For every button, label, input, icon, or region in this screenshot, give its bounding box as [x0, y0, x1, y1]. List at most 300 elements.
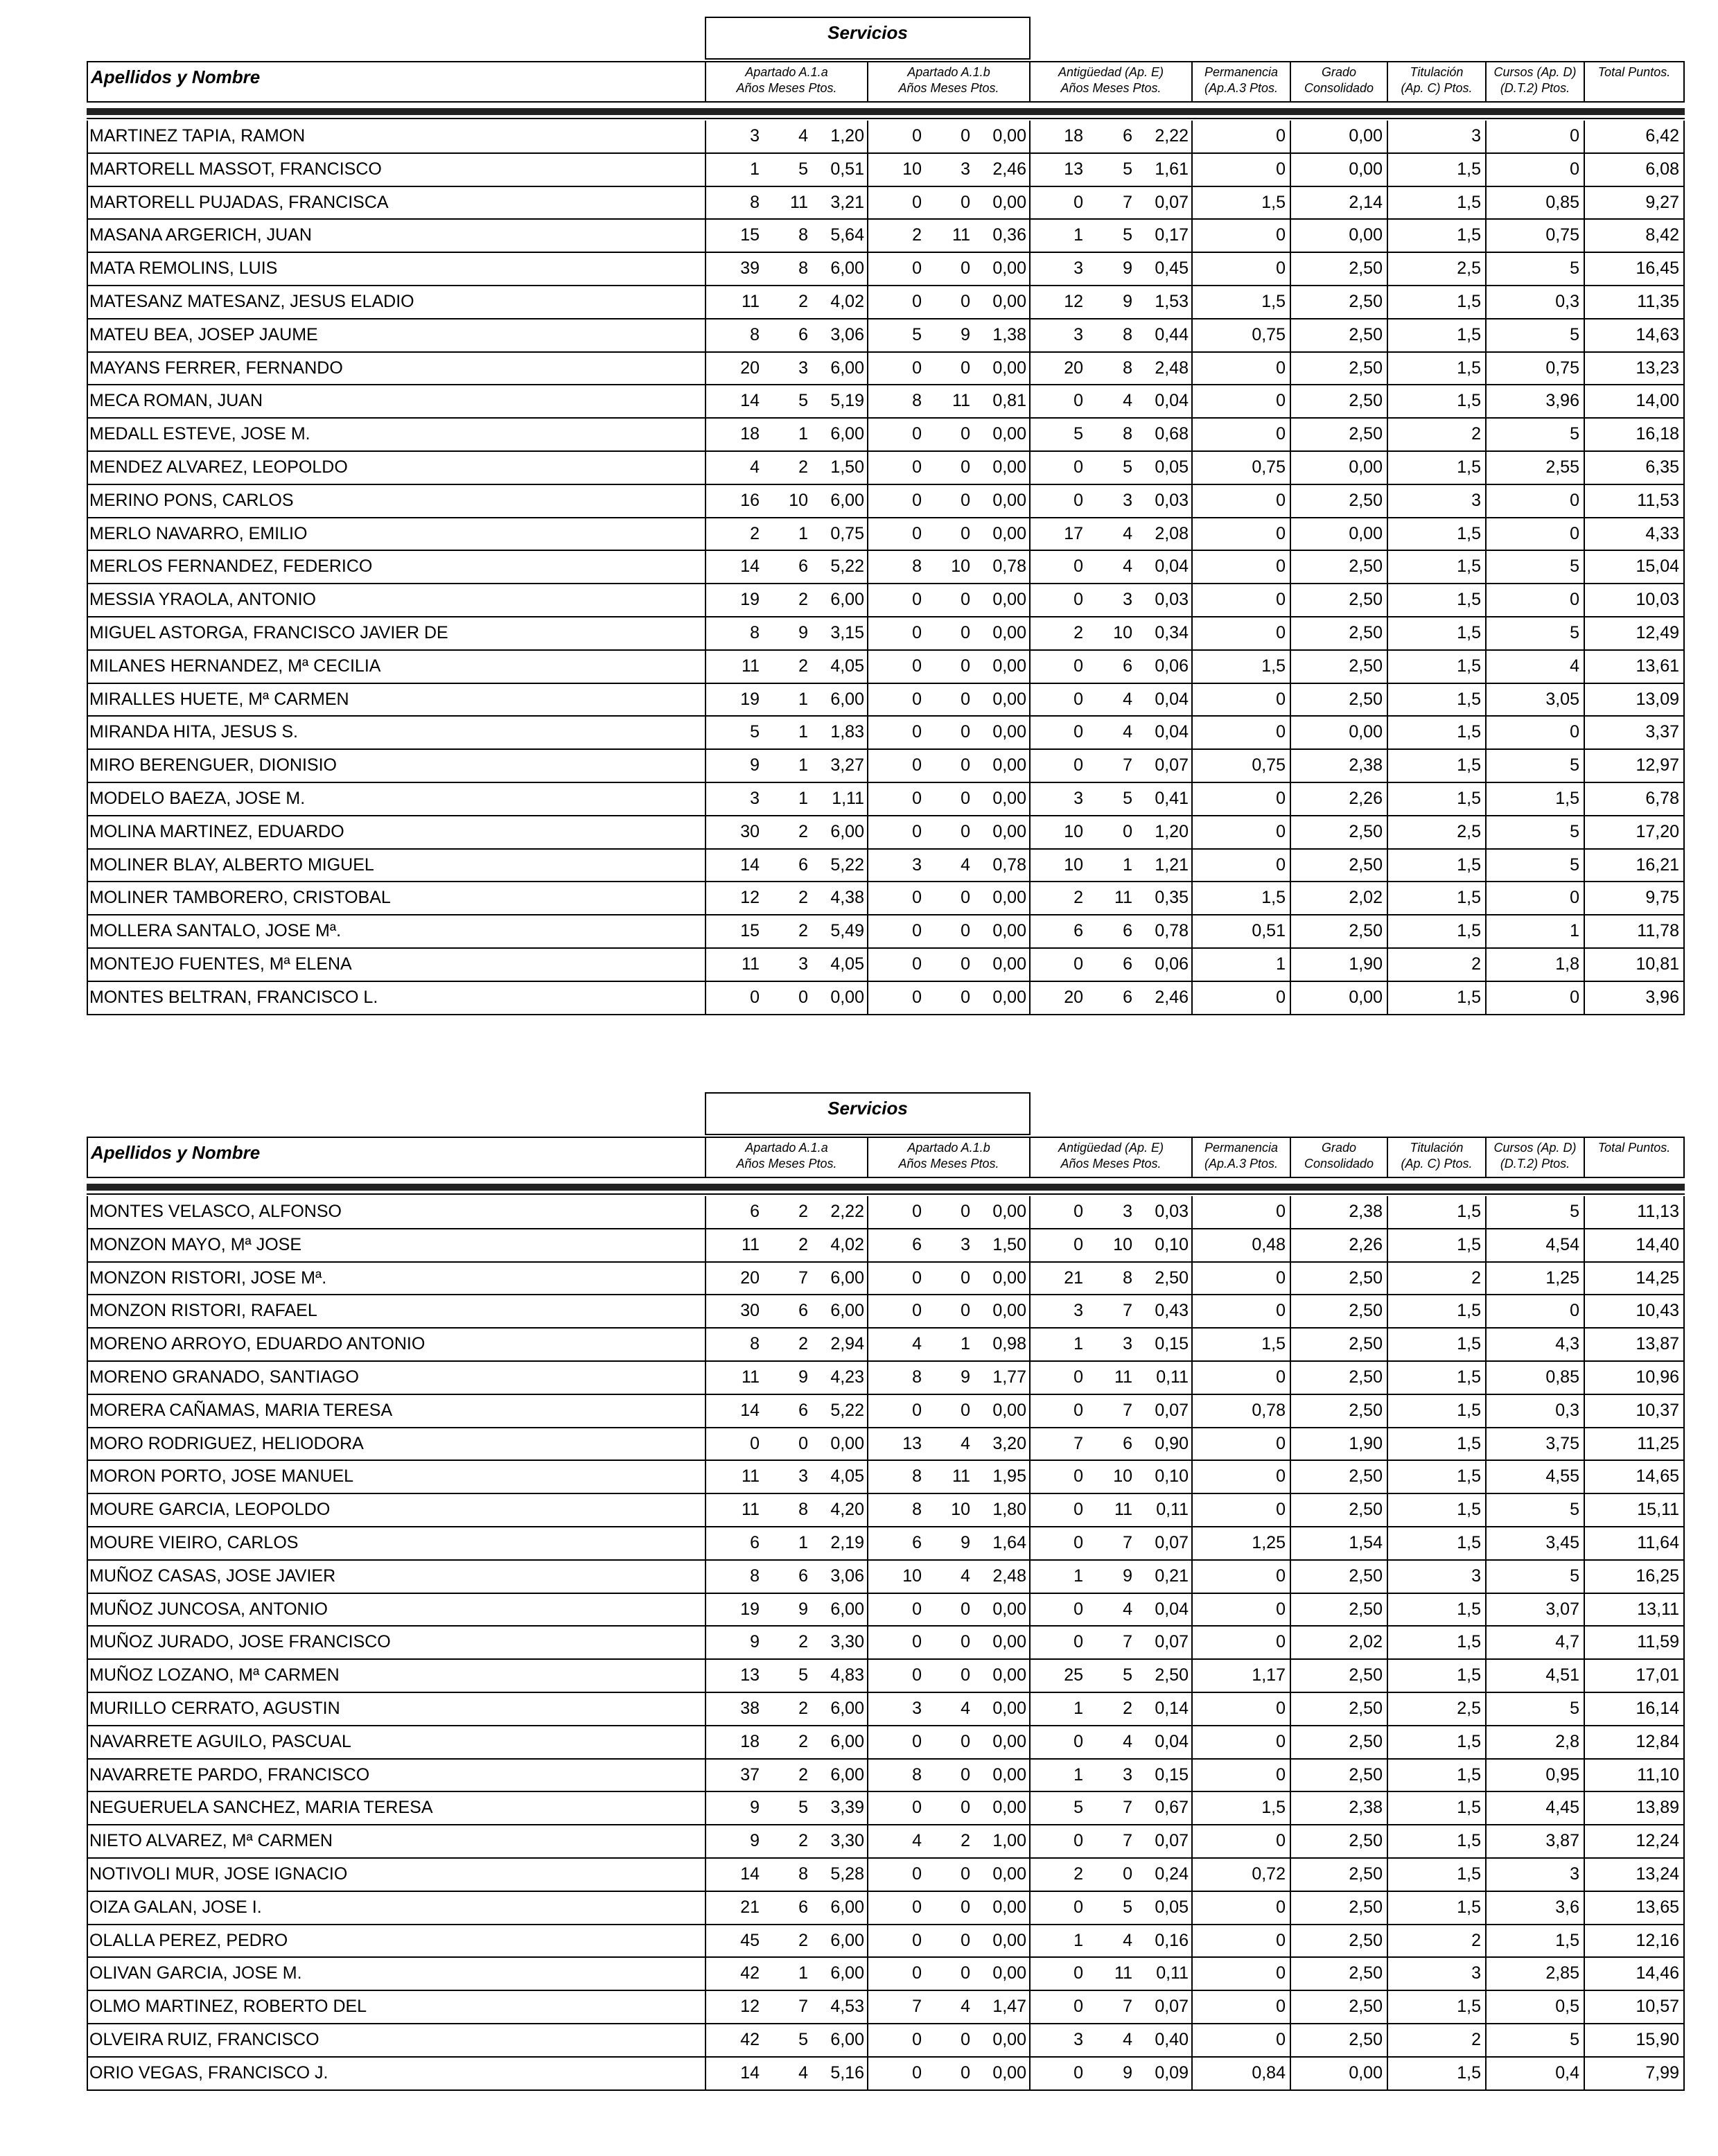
- permanencia-ptos: 0: [1276, 854, 1286, 875]
- antig-anos: 0: [1073, 1532, 1083, 1552]
- column-divider: [1029, 1726, 1031, 1758]
- employee-name: MAYANS FERRER, FERNANDO: [89, 358, 343, 378]
- antig-meses: 4: [1123, 689, 1132, 709]
- antig-anos: 0: [1073, 722, 1083, 742]
- column-divider: [1029, 982, 1031, 1014]
- grado-consolidado: 2,50: [1349, 1864, 1383, 1884]
- column-divider: [1584, 1859, 1585, 1891]
- antig-ptos: 0,07: [1155, 1532, 1189, 1552]
- column-divider: [1485, 551, 1487, 583]
- column-divider: [705, 1925, 706, 1957]
- a1a-ptos: 1,11: [832, 788, 864, 808]
- column-divider: [1485, 2024, 1487, 2056]
- total-puntos: 3,96: [1645, 987, 1679, 1007]
- column-divider: [1584, 385, 1585, 417]
- table-row: [88, 1229, 1683, 1263]
- column-divider: [1485, 1362, 1487, 1394]
- column-divider: [1191, 485, 1193, 517]
- a1b-meses: 4: [961, 1566, 970, 1586]
- antig-anos: 0: [1073, 755, 1083, 775]
- table-row: [88, 1527, 1683, 1561]
- antig-ptos: 2,46: [1155, 987, 1189, 1007]
- column-divider: [1584, 684, 1585, 716]
- a1a-meses: 2: [798, 656, 808, 676]
- a1b-anos: 6: [912, 1532, 922, 1552]
- header-divider: [87, 1184, 1685, 1191]
- column-divider: [1584, 816, 1585, 848]
- table-row: [88, 750, 1683, 783]
- a1b-ptos: 1,95: [992, 1466, 1026, 1487]
- a1b-meses: 0: [961, 2029, 970, 2049]
- column-divider: [867, 1925, 868, 1957]
- titulacion-ptos: 1,5: [1457, 1764, 1481, 1785]
- column-divider: [1485, 1527, 1487, 1559]
- a1a-ptos: 3,06: [830, 1566, 864, 1586]
- column-divider: [1584, 1229, 1585, 1261]
- column-divider: [1584, 882, 1585, 914]
- apartado-a1b-header: [867, 1138, 1029, 1177]
- column-divider: [867, 1263, 868, 1295]
- column-divider: [1191, 551, 1193, 583]
- antig-anos: 21: [1064, 1268, 1083, 1288]
- antig-ptos: 0,15: [1155, 1334, 1189, 1354]
- column-divider: [1191, 385, 1193, 417]
- column-divider: [1485, 1461, 1487, 1493]
- grado-consolidado: 2,50: [1349, 689, 1383, 709]
- column-divider: [1387, 187, 1388, 219]
- antig-ptos: 0,07: [1155, 1400, 1189, 1420]
- column-divider: [1485, 1991, 1487, 2023]
- table-row: [88, 1362, 1683, 1395]
- total-puntos: 16,25: [1636, 1566, 1679, 1586]
- column-divider: [705, 1892, 706, 1924]
- employee-name: MATEU BEA, JOSEP JAUME: [89, 324, 318, 344]
- antig-meses: 3: [1123, 590, 1132, 610]
- a1b-ptos: 0,00: [992, 291, 1026, 311]
- antig-meses: 8: [1123, 424, 1132, 444]
- column-divider: [1191, 684, 1193, 716]
- table-row: [88, 187, 1683, 220]
- column-divider: [1191, 651, 1193, 683]
- a1a-anos: 1: [750, 159, 760, 179]
- column-divider: [705, 750, 706, 782]
- employee-name: MARTORELL MASSOT, FRANCISCO: [89, 159, 382, 179]
- column-divider: [1191, 617, 1193, 649]
- titulacion-ptos: 1,5: [1457, 159, 1481, 179]
- permanencia-ptos: 0: [1276, 1202, 1286, 1221]
- column-divider: [1191, 1229, 1193, 1261]
- permanencia-ptos: 0: [1276, 1599, 1286, 1619]
- permanencia-header-line1: Permanencia: [1204, 65, 1279, 79]
- total-puntos: 6,78: [1645, 788, 1679, 808]
- a1b-meses: 0: [961, 192, 970, 212]
- column-divider: [705, 1561, 706, 1593]
- titulacion-ptos: 1,5: [1457, 1897, 1481, 1917]
- antig-anos: 10: [1064, 821, 1083, 841]
- table-row: [88, 121, 1683, 154]
- permanencia-ptos: 0: [1276, 490, 1286, 510]
- antig-meses: 5: [1123, 457, 1132, 477]
- column-divider: [1584, 750, 1585, 782]
- titulacion-ptos: 1,5: [1457, 1334, 1481, 1354]
- column-divider: [1029, 1792, 1031, 1824]
- permanencia-ptos: 0: [1276, 1930, 1286, 1950]
- a1b-anos: 3: [912, 854, 922, 875]
- employee-name: MORERA CAÑAMAS, MARIA TERESA: [89, 1400, 393, 1420]
- antig-ptos: 1,21: [1155, 854, 1189, 875]
- table-row: [88, 2058, 1683, 2091]
- a1a-ptos: 0,00: [830, 1433, 864, 1453]
- antig-anos: 0: [1073, 192, 1083, 212]
- column-divider: [1029, 220, 1031, 252]
- grado-consolidado: 2,50: [1349, 358, 1383, 378]
- permanencia-ptos: 0: [1276, 622, 1286, 642]
- a1b-anos: 0: [912, 1202, 922, 1221]
- permanencia-ptos: 1,5: [1261, 656, 1286, 676]
- antig-meses: 6: [1123, 987, 1132, 1007]
- column-divider: [1191, 1295, 1193, 1327]
- a1a-meses: 5: [798, 1798, 808, 1818]
- permanencia-ptos: 0: [1276, 821, 1286, 841]
- column-divider: [867, 816, 868, 848]
- column-divider: [867, 1892, 868, 1924]
- a1a-ptos: 6,00: [830, 1731, 864, 1751]
- a1a-ptos: 6,00: [830, 590, 864, 610]
- table-row: [88, 684, 1683, 717]
- antig-meses: 6: [1123, 1433, 1132, 1453]
- a1b-anos: 0: [912, 888, 922, 908]
- grado-consolidado: 2,50: [1349, 590, 1383, 610]
- column-divider: [867, 154, 868, 186]
- employee-name: NAVARRETE AGUILO, PASCUAL: [89, 1731, 351, 1751]
- antig-meses: 4: [1123, 1599, 1132, 1619]
- a1a-meses: 8: [798, 258, 808, 279]
- a1a-ptos: 6,00: [830, 424, 864, 444]
- grado-consolidado: 2,38: [1349, 755, 1383, 775]
- column-divider: [1191, 220, 1193, 252]
- grado-consolidado: 2,26: [1349, 788, 1383, 808]
- a1a-ptos: 4,05: [830, 1466, 864, 1487]
- a1a-meses: 1: [798, 1532, 808, 1552]
- a1a-meses: 11: [790, 192, 808, 212]
- titulacion-ptos: 3: [1471, 1566, 1481, 1586]
- table-row: [88, 419, 1683, 452]
- antig-anos: 5: [1073, 424, 1083, 444]
- permanencia-ptos: 0: [1276, 1731, 1286, 1751]
- a1b-anos: 0: [912, 1897, 922, 1917]
- grado-consolidado: 2,50: [1349, 1963, 1383, 1983]
- employee-name: MODELO BAEZA, JOSE M.: [89, 788, 306, 808]
- column-divider: [1191, 1991, 1193, 2023]
- column-divider: [1387, 220, 1388, 252]
- a1a-ptos: 3,30: [830, 1632, 864, 1652]
- a1a-meses: 1: [798, 722, 808, 742]
- antig-anos: 1: [1073, 225, 1083, 245]
- column-divider: [1485, 518, 1487, 550]
- antig-anos: 1: [1073, 1930, 1083, 1950]
- antig-meses: 7: [1123, 192, 1132, 212]
- titulacion-ptos: 1,5: [1457, 921, 1481, 941]
- total-puntos: 8,42: [1645, 225, 1679, 245]
- table-row: [88, 1395, 1683, 1428]
- column-divider: [1029, 1263, 1031, 1295]
- a1a-ptos: 4,83: [830, 1665, 864, 1685]
- antig-meses: 11: [1114, 1963, 1132, 1983]
- column-divider: [1029, 1825, 1031, 1857]
- a1b-ptos: 0,00: [992, 523, 1026, 543]
- column-divider: [1290, 684, 1291, 716]
- grado-consolidado: 2,50: [1349, 1334, 1383, 1354]
- antig-anos: 0: [1073, 1831, 1083, 1851]
- a1b-ptos: 0,00: [992, 1731, 1026, 1751]
- cursos-ptos: 0: [1570, 590, 1579, 610]
- column-divider: [867, 253, 868, 285]
- column-divider: [1191, 1594, 1193, 1626]
- a1b-anos: 0: [912, 821, 922, 841]
- cursos-ptos: 5: [1570, 1202, 1579, 1221]
- antig-meses: 9: [1123, 2062, 1132, 2083]
- total-puntos: 10,96: [1636, 1367, 1679, 1387]
- antig-ptos: 0,09: [1155, 2062, 1189, 2083]
- column-divider: [1485, 816, 1487, 848]
- cursos-ptos: 0: [1570, 126, 1579, 146]
- antig-meses: 4: [1123, 1930, 1132, 1950]
- titulacion-ptos: 1,5: [1457, 1632, 1481, 1652]
- apartado-a1b-header: [867, 62, 1029, 101]
- a1b-ptos: 1,50: [992, 1234, 1026, 1254]
- column-divider: [1191, 1362, 1193, 1394]
- table-row: [88, 286, 1683, 319]
- total-header-line1: Total Puntos.: [1597, 1141, 1671, 1155]
- grado-consolidado: 2,50: [1349, 921, 1383, 941]
- column-divider: [867, 783, 868, 815]
- column-divider: [1029, 949, 1031, 981]
- a1b-anos: 0: [912, 1268, 922, 1288]
- column-divider: [705, 1859, 706, 1891]
- antig-meses: 8: [1123, 358, 1132, 378]
- a1b-anos: 0: [912, 1963, 922, 1983]
- a1a-meses: 2: [798, 457, 808, 477]
- antig-ptos: 0,17: [1155, 225, 1189, 245]
- a1b-meses: 0: [961, 1897, 970, 1917]
- a1b-meses: 11: [952, 1466, 970, 1487]
- column-divider: [1191, 1263, 1193, 1295]
- a1b-ptos: 0,00: [992, 424, 1026, 444]
- a1b-anos: 0: [912, 689, 922, 709]
- column-divider: [1029, 452, 1031, 484]
- header-divider: [87, 108, 1685, 115]
- column-divider: [1387, 452, 1388, 484]
- cursos-ptos: 0,85: [1545, 1367, 1579, 1387]
- column-divider: [1485, 1627, 1487, 1658]
- table-row: [88, 717, 1683, 750]
- column-divider: [1191, 982, 1193, 1014]
- total-puntos: 7,99: [1645, 2062, 1679, 2083]
- cursos-ptos: 0: [1570, 523, 1579, 543]
- column-divider: [705, 253, 706, 285]
- column-divider: [867, 1229, 868, 1261]
- cursos-ptos: 4,54: [1545, 1234, 1579, 1254]
- total-puntos: 13,87: [1636, 1334, 1679, 1354]
- column-divider: [867, 286, 868, 318]
- a1b-anos: 0: [912, 622, 922, 642]
- a1b-meses: 1: [961, 1334, 970, 1354]
- data-rows: [87, 1196, 1685, 2091]
- a1a-ptos: 6,00: [830, 490, 864, 510]
- a1a-meses: 9: [798, 1367, 808, 1387]
- permanencia-ptos: 0: [1276, 722, 1286, 742]
- a1a-meses: 4: [798, 2062, 808, 2083]
- column-divider: [1584, 286, 1585, 318]
- a1a-anos: 14: [740, 854, 760, 875]
- column-divider: [1290, 121, 1291, 152]
- column-divider: [1584, 1295, 1585, 1327]
- column-divider: [705, 717, 706, 748]
- cursos-ptos: 1,5: [1555, 1930, 1579, 1950]
- a1a-meses: 2: [798, 1334, 808, 1354]
- a1b-ptos: 0,00: [992, 1698, 1026, 1718]
- column-divider: [1029, 286, 1031, 318]
- column-divider: [1584, 485, 1585, 517]
- column-divider: [1485, 253, 1487, 285]
- a1b-meses: 4: [961, 854, 970, 875]
- column-divider: [705, 385, 706, 417]
- column-divider: [1387, 1892, 1388, 1924]
- column-divider: [1290, 419, 1291, 450]
- permanencia-ptos: 0: [1276, 159, 1286, 179]
- employee-name: MONTES VELASCO, ALFONSO: [89, 1202, 342, 1221]
- antig-anos: 0: [1073, 1400, 1083, 1420]
- column-divider: [705, 1229, 706, 1261]
- column-divider: [1485, 1329, 1487, 1360]
- column-divider: [1191, 286, 1193, 318]
- column-divider: [1387, 1229, 1388, 1261]
- antig-meses: 4: [1123, 556, 1132, 577]
- column-divider: [867, 319, 868, 351]
- column-divider: [1029, 1859, 1031, 1891]
- column-divider: [1290, 2024, 1291, 2056]
- antig-anos: 0: [1073, 1632, 1083, 1652]
- permanencia-ptos: 0: [1276, 2029, 1286, 2049]
- permanencia-ptos: 0: [1276, 225, 1286, 245]
- a1a-ptos: 3,30: [830, 1831, 864, 1851]
- cursos-ptos: 0,4: [1555, 2062, 1579, 2083]
- antig-meses: 3: [1123, 1202, 1132, 1221]
- a1a-anos: 16: [740, 490, 760, 510]
- a1b-anos: 5: [912, 324, 922, 344]
- column-divider: [867, 1561, 868, 1593]
- antig-meses: 8: [1123, 324, 1132, 344]
- column-divider: [1584, 1494, 1585, 1526]
- a1b-ptos: 0,00: [992, 1202, 1026, 1221]
- titulacion-ptos: 1,5: [1457, 987, 1481, 1007]
- a1b-ptos: 1,00: [992, 1831, 1026, 1851]
- cursos-ptos: 3,75: [1545, 1433, 1579, 1453]
- antig-ptos: 0,44: [1155, 324, 1189, 344]
- a1a-anos: 4: [750, 457, 760, 477]
- column-divider: [867, 684, 868, 716]
- column-divider: [1029, 121, 1031, 152]
- column-divider: [1584, 1561, 1585, 1593]
- column-divider: [1387, 850, 1388, 882]
- column-divider: [1191, 353, 1193, 385]
- cursos-ptos: 3,05: [1545, 689, 1579, 709]
- column-divider: [1029, 1693, 1031, 1725]
- grado-consolidado: 2,50: [1349, 821, 1383, 841]
- antig-ptos: 0,16: [1155, 1930, 1189, 1950]
- column-divider: [867, 1627, 868, 1658]
- a1a-anos: 12: [740, 1997, 760, 2017]
- cursos-ptos: 4,51: [1545, 1665, 1579, 1685]
- a1a-ptos: 5,22: [830, 1400, 864, 1420]
- cursos-ptos: 4,3: [1555, 1334, 1579, 1354]
- grado-consolidado: 2,50: [1349, 391, 1383, 411]
- a1a-meses: 6: [798, 1400, 808, 1420]
- table-row: [88, 385, 1683, 419]
- total-puntos: 11,13: [1637, 1202, 1679, 1221]
- cursos-ptos: 0: [1570, 722, 1579, 742]
- a1b-anos: 0: [912, 1599, 922, 1619]
- a1b-ptos: 0,00: [992, 1599, 1026, 1619]
- a1b-ptos: 0,00: [992, 987, 1026, 1007]
- column-divider: [1191, 750, 1193, 782]
- apartado-a1a-header: [705, 1138, 867, 1177]
- a1b-ptos: 0,00: [992, 457, 1026, 477]
- permanencia-ptos: 0,72: [1252, 1864, 1286, 1884]
- employee-name: MERLO NAVARRO, EMILIO: [89, 523, 308, 543]
- column-divider: [1485, 419, 1487, 450]
- grado-header-line2: Consolidado: [1304, 1157, 1374, 1171]
- column-divider: [1290, 1561, 1291, 1593]
- titulacion-ptos: 2,5: [1457, 1698, 1481, 1718]
- a1b-ptos: 0,00: [992, 1268, 1026, 1288]
- a1a-ptos: 0,00: [830, 987, 864, 1007]
- employee-name: MESSIA YRAOLA, ANTONIO: [89, 590, 316, 610]
- column-divider: [1387, 1561, 1388, 1593]
- grado-consolidado: 2,38: [1349, 1202, 1383, 1221]
- table-row: [88, 319, 1683, 353]
- cursos-ptos: 2,8: [1555, 1731, 1579, 1751]
- antig-anos: 25: [1064, 1665, 1083, 1685]
- total-puntos: 11,10: [1637, 1764, 1679, 1785]
- cursos-ptos: 5: [1570, 854, 1579, 875]
- column-divider: [1290, 982, 1291, 1014]
- a1a-meses: 2: [798, 1632, 808, 1652]
- cursos-ptos: 0,75: [1545, 358, 1579, 378]
- column-divider: [1387, 1395, 1388, 1427]
- column-divider: [1584, 2058, 1585, 2089]
- a1b-meses: 0: [961, 722, 970, 742]
- permanencia-ptos: 0,48: [1252, 1234, 1286, 1254]
- a1a-meses: 1: [798, 689, 808, 709]
- a1a-ptos: 1,50: [830, 457, 864, 477]
- total-puntos: 14,46: [1636, 1963, 1679, 1983]
- column-divider: [1584, 452, 1585, 484]
- column-divider: [1584, 617, 1585, 649]
- antig-anos: 0: [1073, 1466, 1083, 1487]
- antig-anos: 0: [1073, 1599, 1083, 1619]
- column-divider: [1029, 319, 1031, 351]
- a1a-meses: 8: [798, 225, 808, 245]
- column-divider: [1191, 1892, 1193, 1924]
- antig-anos: 20: [1064, 987, 1083, 1007]
- a1b-ptos: 3,20: [992, 1433, 1026, 1453]
- column-divider: [1387, 1494, 1388, 1526]
- column-divider: [1387, 353, 1388, 385]
- column-divider: [1290, 154, 1291, 186]
- antig-meses: 7: [1123, 1831, 1132, 1851]
- column-divider: [705, 1461, 706, 1493]
